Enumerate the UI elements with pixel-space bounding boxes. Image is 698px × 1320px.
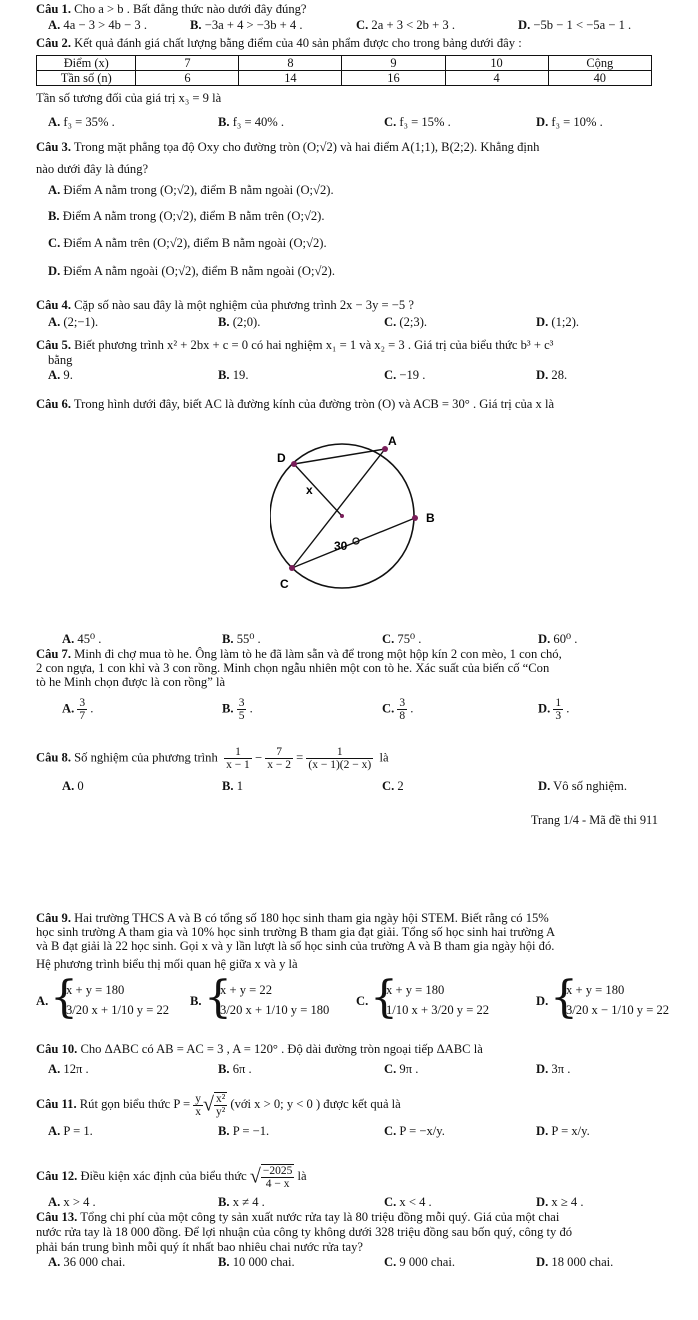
q12-option-c[interactable]: C. x < 4 . bbox=[384, 1195, 432, 1209]
q4-option-b[interactable]: B. (2;0). bbox=[218, 315, 261, 329]
q9-option-d[interactable]: D. bbox=[536, 994, 549, 1008]
page-footer: Trang 1/4 - Mã đề thi 911 bbox=[530, 813, 658, 827]
q4-option-d[interactable]: D. (1;2). bbox=[536, 315, 580, 329]
q2-option-d[interactable]: D. f₃ = 10% . bbox=[536, 115, 603, 129]
point-d bbox=[291, 461, 297, 467]
q11-option-a[interactable]: A. P = 1. bbox=[48, 1124, 93, 1138]
q11-option-b[interactable]: B. P = −1. bbox=[218, 1124, 270, 1138]
q9-c-eq1: x + y = 180 bbox=[386, 983, 445, 997]
brace-icon: { bbox=[370, 972, 398, 1023]
q8-option-a[interactable]: A. 0 bbox=[62, 779, 84, 793]
q1-option-c[interactable]: C. 2a + 3 < 2b + 3 . bbox=[356, 18, 455, 32]
q6-option-a[interactable]: A. 45⁰ . bbox=[62, 632, 102, 646]
q11-option-c[interactable]: C. P = −x/y. bbox=[384, 1124, 445, 1138]
point-c bbox=[289, 565, 295, 571]
q8-stem: Câu 8. Số nghiệm của phương trình $\frac{1}{x - 1}$ − $\frac{7}{x - 2}$ = $\frac{1}{(x - 1)(2 - x)}$ là bbox=[36, 746, 389, 771]
q12-option-b[interactable]: B. x ≠ 4 . bbox=[218, 1195, 265, 1209]
q9-a-eq2: 3/20 x + 1/10 y = 22 bbox=[66, 1003, 170, 1017]
q3-option-b[interactable]: B. Điểm A nằm trong (O;√2), điểm B nằm trên (O;√2). bbox=[48, 209, 325, 223]
q12-option-a[interactable]: A. x > 4 . bbox=[48, 1195, 96, 1209]
q6-option-b[interactable]: B. 55⁰ . bbox=[222, 632, 261, 646]
segment-da bbox=[294, 449, 385, 464]
q2-option-a[interactable]: A. f₃ = 35% . bbox=[48, 115, 115, 129]
q9-a-eq1: x + y = 180 bbox=[66, 983, 125, 997]
label-d: D bbox=[277, 451, 286, 465]
brace-icon: { bbox=[50, 972, 78, 1023]
q9-option-c[interactable]: C. bbox=[356, 994, 369, 1008]
q1-option-a[interactable]: A. 4a − 3 > 4b − 3 . bbox=[48, 18, 147, 32]
q5-option-b[interactable]: B. 19. bbox=[218, 368, 249, 382]
table-row: Điểm (x) 7 8 9 10 Cộng bbox=[37, 56, 652, 71]
q9-b-eq1: x + y = 22 bbox=[220, 983, 272, 997]
q6-option-d[interactable]: D. 60⁰ . bbox=[538, 632, 578, 646]
q6-circle-figure bbox=[270, 432, 450, 594]
q11-stem: Câu 11. Rút gọn biểu thức P = $\frac{y}{x}$ √ $\frac{\text{x²}}{\text{y²}}$ (với x > 0; y < 0 ) được kết quả là bbox=[36, 1092, 401, 1118]
q5-stem: Câu 5. Biết phương trình x² + 2bx + c = 0 có hai nghiệm x₁ = 1 và x₂ = 3 . Giá trị của biểu thức b³ + c³ bbox=[36, 338, 554, 352]
q10-option-d[interactable]: D. 3π . bbox=[536, 1062, 571, 1076]
q8-option-b[interactable]: B. 1 bbox=[222, 779, 244, 793]
label-c: C bbox=[280, 577, 289, 591]
q10-option-b[interactable]: B. 6π . bbox=[218, 1062, 252, 1076]
q13-stem: Câu 13. Tổng chi phí của một công ty sản xuất nước rửa tay là 80 triệu đồng mỗi quý. Giá của một chai bbox=[36, 1210, 560, 1224]
q4-option-a[interactable]: A. (2;−1). bbox=[48, 315, 99, 329]
q6-option-c[interactable]: C. 75⁰ . bbox=[382, 632, 422, 646]
q9-stem: Câu 9. Hai trường THCS A và B có tổng số 180 học sinh tham gia ngày hội STEM. Biết rằng có 15% bbox=[36, 911, 549, 925]
q3-stem-line2: nào dưới đây là đúng? bbox=[36, 162, 149, 176]
q5-option-a[interactable]: A. 9. bbox=[48, 368, 73, 382]
q9-stem-line3: và B đạt giải là 22 học sinh. Gọi x và y lần lượt là số học sinh của trường A và B tham gia ngày hội đó. bbox=[36, 939, 555, 953]
q3-stem: Câu 3. Trong mặt phẳng tọa độ Oxy cho đường tròn (O;√2) và hai điểm A(1;1), B(2;2). Khẳng định bbox=[36, 140, 540, 154]
q2-question: Tần số tương đối của giá trị x₃ = 9 là bbox=[36, 91, 222, 105]
q10-option-a[interactable]: A. 12π . bbox=[48, 1062, 89, 1076]
q8-option-d[interactable]: D. Vô số nghiệm. bbox=[538, 779, 627, 793]
q9-option-b[interactable]: B. bbox=[190, 994, 202, 1008]
q9-d-eq2: 3/20 x − 1/10 y = 22 bbox=[566, 1003, 670, 1017]
q2-stem: Câu 2. Kết quả đánh giá chất lượng bằng điểm của 40 sản phẩm được cho trong bảng dưới đây : bbox=[36, 36, 522, 50]
q4-option-c[interactable]: C. (2;3). bbox=[384, 315, 428, 329]
q6-stem: Câu 6. Trong hình dưới đây, biết AC là đường kính của đường tròn (O) và ACB = 30° . Giá trị của x là bbox=[36, 397, 555, 411]
label-x: x bbox=[306, 483, 313, 497]
q13-stem-line2: nước rửa tay là 18 000 đồng. Để lợi nhuận của công ty không dưới 328 triệu đồng sau bốn quý, công ty đó bbox=[36, 1225, 573, 1239]
q12-option-d[interactable]: D. x ≥ 4 . bbox=[536, 1195, 584, 1209]
q5-option-d[interactable]: D. 28. bbox=[536, 368, 568, 382]
label-a: A bbox=[388, 434, 397, 448]
q7-stem-line3: tò he Minh chọn được là con rồng” là bbox=[36, 675, 226, 689]
q1-stem bbox=[36, 2, 307, 17]
q12-stem: Câu 12. Điều kiện xác định của biểu thức √ $\frac{-2025}{4 - x}$ là bbox=[36, 1165, 307, 1190]
q13-option-d[interactable]: D. 18 000 chai. bbox=[536, 1255, 614, 1269]
segment-do bbox=[294, 464, 342, 516]
q13-stem-line3: phải bán trung bình mỗi quý ít nhất bao nhiêu chai nước rửa tay? bbox=[36, 1240, 364, 1254]
q9-option-a[interactable]: A. bbox=[36, 994, 49, 1008]
q8-option-c[interactable]: C. 2 bbox=[382, 779, 404, 793]
q13-option-b[interactable]: B. 10 000 chai. bbox=[218, 1255, 295, 1269]
q9-stem-line2: học sinh trường A tham gia và 10% học sinh trường B tham gia đạt giải. Tổng số học sinh hai trường A bbox=[36, 925, 556, 939]
q3-option-d[interactable]: D. Điểm A nằm ngoài (O;√2), điểm B nằm ngoài (O;√2). bbox=[48, 264, 336, 278]
q1-option-b[interactable]: B. −3a + 4 > −3b + 4 . bbox=[190, 18, 303, 32]
q2-table bbox=[36, 55, 652, 86]
brace-icon: { bbox=[550, 972, 578, 1023]
q1-head: Câu 1. bbox=[36, 2, 71, 16]
q7-option-b[interactable]: B. $\frac{3}{5}$ . bbox=[222, 697, 253, 722]
q4-stem: Câu 4. Cặp số nào sau đây là một nghiệm của phương trình 2x − 3y = −5 ? bbox=[36, 298, 414, 312]
q9-stem-line4: Hệ phương trình biểu thị mối quan hệ giữa x và y là bbox=[36, 957, 298, 971]
q7-option-d[interactable]: D. $\frac{1}{3}$ . bbox=[538, 697, 570, 722]
q1-text: Cho a > b . Bất đẳng thức nào dưới đây đúng? bbox=[74, 2, 307, 16]
brace-icon: { bbox=[204, 972, 232, 1023]
q5-option-c[interactable]: C. −19 . bbox=[384, 368, 426, 382]
q13-option-a[interactable]: A. 36 000 chai. bbox=[48, 1255, 126, 1269]
q2-option-b[interactable]: B. f₃ = 40% . bbox=[218, 115, 285, 129]
q3-option-c[interactable]: C. Điểm A nằm trên (O;√2), điểm B nằm ngoài (O;√2). bbox=[48, 236, 327, 250]
q10-stem: Câu 10. Cho ΔABC có AB = AC = 3 , A = 120° . Độ dài đường tròn ngoại tiếp ΔABC là bbox=[36, 1042, 483, 1056]
q11-option-d[interactable]: D. P = x/y. bbox=[536, 1124, 590, 1138]
point-o bbox=[340, 514, 344, 518]
table-row: Tần số (n) 6 14 16 4 40 bbox=[37, 71, 652, 86]
q13-option-c[interactable]: C. 9 000 chai. bbox=[384, 1255, 456, 1269]
q3-option-a[interactable]: A. Điểm A nằm trong (O;√2), điểm B nằm ngoài (O;√2). bbox=[48, 183, 334, 197]
sqrt-icon: √ bbox=[203, 1093, 215, 1116]
q9-b-eq2: 3/20 x + 1/10 y = 180 bbox=[220, 1003, 330, 1017]
q7-option-c[interactable]: C. $\frac{3}{8}$ . bbox=[382, 697, 414, 722]
q9-c-eq2: 1/10 x + 3/20 y = 22 bbox=[386, 1003, 490, 1017]
q2-option-c[interactable]: C. f₃ = 15% . bbox=[384, 115, 451, 129]
point-b bbox=[412, 515, 418, 521]
q10-option-c[interactable]: C. 9π . bbox=[384, 1062, 419, 1076]
label-b: B bbox=[426, 511, 435, 525]
q7-stem-line2: 2 con ngựa, 1 con khỉ và 3 con rồng. Minh chọn ngẫu nhiên một con tò he. Xác suất của biến cố “Con bbox=[36, 661, 550, 675]
q7-option-a[interactable]: A. $\frac{3}{7}$ . bbox=[62, 697, 94, 722]
q1-option-d[interactable]: D. −5b − 1 < −5a − 1 . bbox=[518, 18, 632, 32]
q5-stem-line2: bằng bbox=[48, 353, 73, 367]
label-angle: 30 bbox=[334, 539, 348, 553]
q9-d-eq1: x + y = 180 bbox=[566, 983, 625, 997]
sqrt-icon: √ bbox=[249, 1165, 261, 1188]
q7-stem: Câu 7. Minh đi chợ mua tò he. Ông làm tò he đã làm sẵn và để trong một hộp kín 2 con mèo, 1 con chó, bbox=[36, 647, 562, 661]
